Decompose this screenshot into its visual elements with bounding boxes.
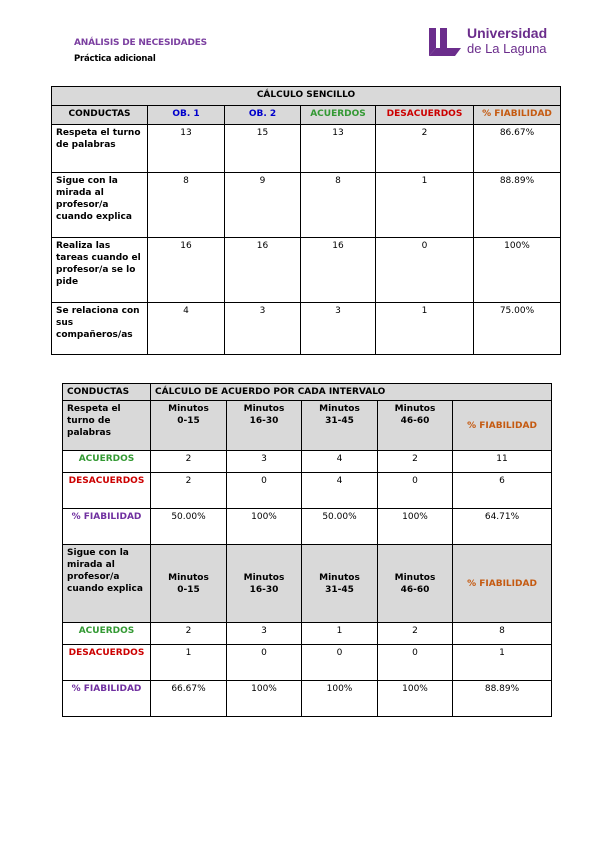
cell: 64.71% xyxy=(453,509,552,545)
cell-ob2: 15 xyxy=(225,125,301,173)
cell-ob1: 4 xyxy=(148,303,225,355)
table-row xyxy=(52,125,561,173)
header-acuerdos: ACUERDOS xyxy=(301,106,376,125)
cell-ob1: 16 xyxy=(148,238,225,303)
cell-acuerdos: 16 xyxy=(301,238,376,303)
header-conductas: CONDUCTAS xyxy=(52,106,148,125)
interval-word: Minutos xyxy=(243,572,285,583)
cell-ob1: 8 xyxy=(148,173,225,238)
cell: 2 xyxy=(378,623,453,645)
cell: 100% xyxy=(378,509,453,545)
fiabilidad-label: % FIABILIDAD xyxy=(63,509,151,545)
behavior-label: Sigue con la mirada al profesor/a cuando explica xyxy=(63,545,151,623)
cell: 0 xyxy=(302,645,378,681)
cell-desacuerdos: 2 xyxy=(376,125,474,173)
cell: 66.67% xyxy=(151,681,227,717)
interval-range: 0-15 xyxy=(177,584,200,595)
desacuerdos-label: DESACUERDOS xyxy=(63,473,151,509)
cell: 0 xyxy=(378,473,453,509)
cell: 8 xyxy=(453,623,552,645)
simple-calculation-table xyxy=(51,86,561,355)
interval-range: 31-45 xyxy=(325,584,354,595)
table-row xyxy=(52,238,561,303)
interval-word: Minutos xyxy=(168,572,209,583)
interval-header-row xyxy=(63,545,552,623)
cell: 100% xyxy=(302,681,378,717)
document-subtitle: Práctica adicional xyxy=(74,54,156,64)
cell: 3 xyxy=(227,451,302,473)
logo-line-2: de La Laguna xyxy=(467,41,547,56)
cell: 2 xyxy=(151,451,227,473)
interval-range: 16-30 xyxy=(249,584,279,595)
cell-acuerdos: 3 xyxy=(301,303,376,355)
cell: 100% xyxy=(227,509,302,545)
document-title: ANÁLISIS DE NECESIDADES xyxy=(74,38,207,48)
interval-header xyxy=(378,401,453,451)
cell-acuerdos: 8 xyxy=(301,173,376,238)
cell: 50.00% xyxy=(302,509,378,545)
interval-header xyxy=(151,545,227,623)
interval-range: 46-60 xyxy=(400,416,430,426)
behavior-label: Respeta el turno de palabras xyxy=(63,401,151,451)
cell-acuerdos: 13 xyxy=(301,125,376,173)
interval-word: Minutos xyxy=(319,404,360,414)
interval-word: Minutos xyxy=(243,404,285,414)
table-title: CÁLCULO DE ACUERDO POR CADA INTERVALO xyxy=(151,384,552,401)
cell: 1 xyxy=(151,645,227,681)
interval-word: Minutos xyxy=(394,572,436,583)
interval-header xyxy=(302,545,378,623)
cell: 4 xyxy=(302,451,378,473)
cell: 2 xyxy=(378,451,453,473)
table-row xyxy=(52,303,561,355)
acuerdos-label: ACUERDOS xyxy=(63,623,151,645)
interval-header xyxy=(378,545,453,623)
header-conductas: CONDUCTAS xyxy=(63,384,151,401)
cell: 0 xyxy=(378,645,453,681)
row-label: Sigue con la mirada al profesor/a cuando explica xyxy=(52,173,148,238)
cell-fiabilidad: 88.89% xyxy=(474,173,561,238)
header-ob1: OB. 1 xyxy=(148,106,225,125)
fiabilidad-label: % FIABILIDAD xyxy=(63,681,151,717)
cell-desacuerdos: 1 xyxy=(376,173,474,238)
interval-header-row xyxy=(63,401,552,451)
table-row xyxy=(63,473,552,509)
interval-word: Minutos xyxy=(168,404,209,414)
cell: 0 xyxy=(227,645,302,681)
cell: 1 xyxy=(453,645,552,681)
cell-fiabilidad: 86.67% xyxy=(474,125,561,173)
cell: 2 xyxy=(151,473,227,509)
cell: 11 xyxy=(453,451,552,473)
cell: 4 xyxy=(302,473,378,509)
table-row xyxy=(52,173,561,238)
university-logo-text xyxy=(467,26,547,56)
interval-header xyxy=(227,401,302,451)
row-label: Respeta el turno de palabras xyxy=(52,125,148,173)
cell: 6 xyxy=(453,473,552,509)
logo-line-1: Universidad xyxy=(467,25,548,41)
header-desacuerdos: DESACUERDOS xyxy=(376,106,474,125)
interval-range: 0-15 xyxy=(177,416,200,426)
interval-word: Minutos xyxy=(394,404,436,414)
header-fiabilidad: % FIABILIDAD xyxy=(474,106,561,125)
header-ob2: OB. 2 xyxy=(225,106,301,125)
cell: 1 xyxy=(302,623,378,645)
cell: 100% xyxy=(378,681,453,717)
cell: 0 xyxy=(227,473,302,509)
interval-range: 16-30 xyxy=(249,416,279,426)
interval-range: 46-60 xyxy=(400,584,430,595)
desacuerdos-label: DESACUERDOS xyxy=(63,645,151,681)
cell-desacuerdos: 0 xyxy=(376,238,474,303)
cell-ob2: 16 xyxy=(225,238,301,303)
cell-fiabilidad: 75.00% xyxy=(474,303,561,355)
interval-header xyxy=(227,545,302,623)
cell: 88.89% xyxy=(453,681,552,717)
acuerdos-label: ACUERDOS xyxy=(63,451,151,473)
cell-ob2: 9 xyxy=(225,173,301,238)
fiabilidad-header: % FIABILIDAD xyxy=(453,401,552,451)
row-label: Realiza las tareas cuando el profesor/a se lo pide xyxy=(52,238,148,303)
interval-header xyxy=(302,401,378,451)
table-row xyxy=(63,509,552,545)
interval-word: Minutos xyxy=(319,572,360,583)
table-row xyxy=(63,681,552,717)
fiabilidad-header: % FIABILIDAD xyxy=(453,545,552,623)
table-row xyxy=(63,623,552,645)
cell: 50.00% xyxy=(151,509,227,545)
cell-ob2: 3 xyxy=(225,303,301,355)
cell: 100% xyxy=(227,681,302,717)
interval-range: 31-45 xyxy=(325,416,354,426)
cell-desacuerdos: 1 xyxy=(376,303,474,355)
table-row xyxy=(63,645,552,681)
interval-agreement-table xyxy=(62,383,552,717)
cell: 3 xyxy=(227,623,302,645)
cell-fiabilidad: 100% xyxy=(474,238,561,303)
row-label: Se relaciona con sus compañeros/as xyxy=(52,303,148,355)
table-row xyxy=(63,451,552,473)
cell: 2 xyxy=(151,623,227,645)
table-title: CÁLCULO SENCILLO xyxy=(52,87,561,106)
interval-header xyxy=(151,401,227,451)
cell-ob1: 13 xyxy=(148,125,225,173)
